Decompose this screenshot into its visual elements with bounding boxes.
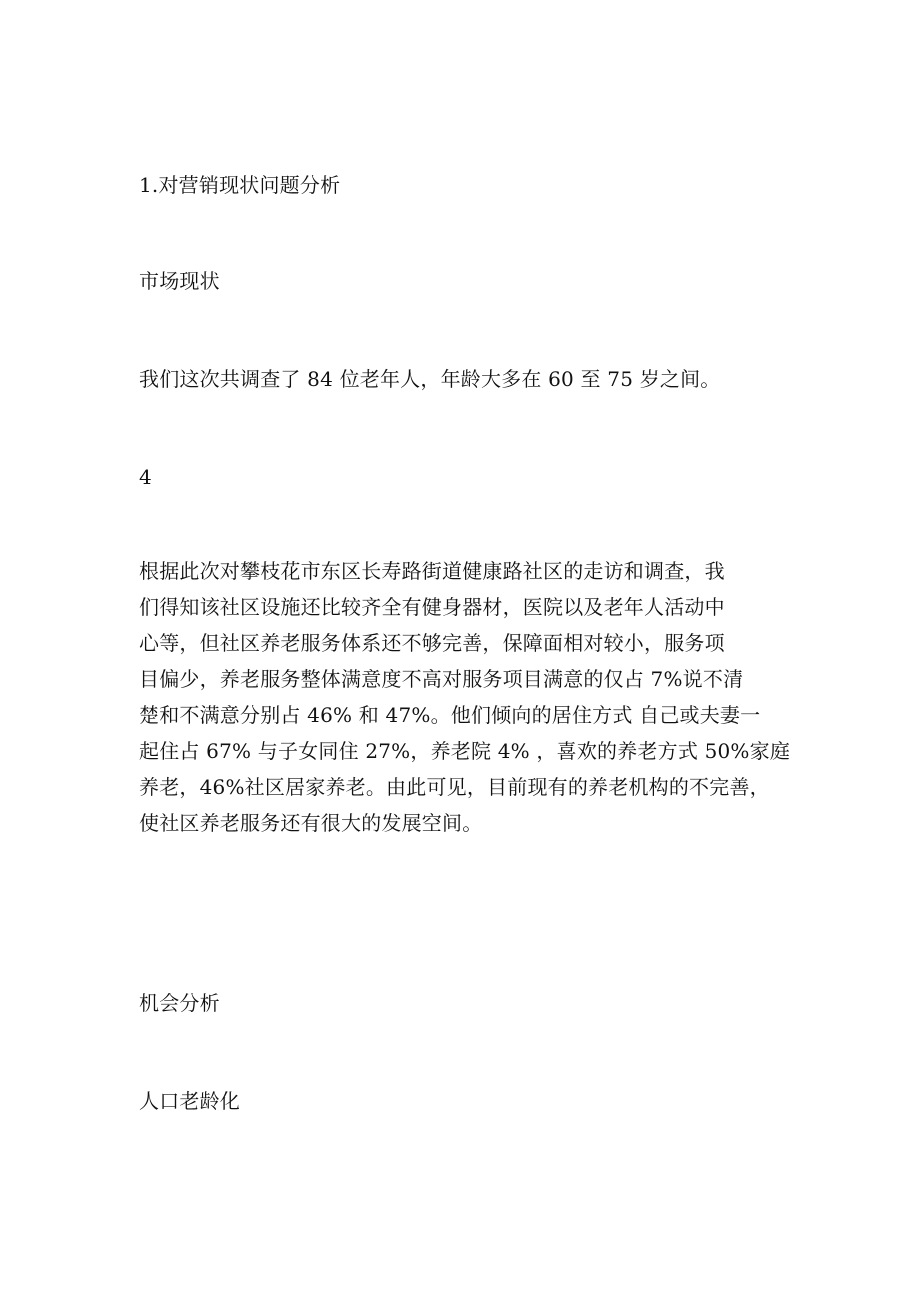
section-heading: 1.对营销现状问题分析: [139, 173, 341, 197]
survey-summary-text: 我们这次共调查了 84 位老年人，年龄大多在 60 至 75 岁之间。: [139, 367, 721, 391]
analysis-line: 目偏少，养老服务整体满意度不高对服务项目满意的仅占 7%说不清: [139, 667, 744, 691]
analysis-paragraph: [139, 553, 789, 841]
subheading-market-status: 市场现状: [139, 269, 220, 293]
analysis-line: 根据此次对攀枝花市东区长寿路街道健康路社区的走访和调查，我: [139, 559, 725, 583]
analysis-line: 心等，但社区养老服务体系还不够完善，保障面相对较小，服务项: [139, 631, 725, 655]
analysis-line: 楚和不满意分别占 46% 和 47%。他们倾向的居住方式 自己或夫妻一: [139, 703, 761, 727]
subheading-opportunity-analysis: 机会分析: [139, 991, 220, 1015]
analysis-line: 养老，46%社区居家养老。由此可见，目前现有的养老机构的不完善，: [139, 775, 770, 799]
page-number: 4: [139, 465, 152, 489]
analysis-line: 使社区养老服务还有很大的发展空间。: [139, 811, 483, 835]
analysis-line: 们得知该社区设施还比较齐全有健身器材，医院以及老年人活动中: [139, 595, 725, 619]
analysis-line: 起住占 67% 与子女同住 27%，养老院 4% ，喜欢的养老方式 50%家庭: [139, 739, 791, 763]
subheading-population-aging: 人口老龄化: [139, 1089, 240, 1113]
